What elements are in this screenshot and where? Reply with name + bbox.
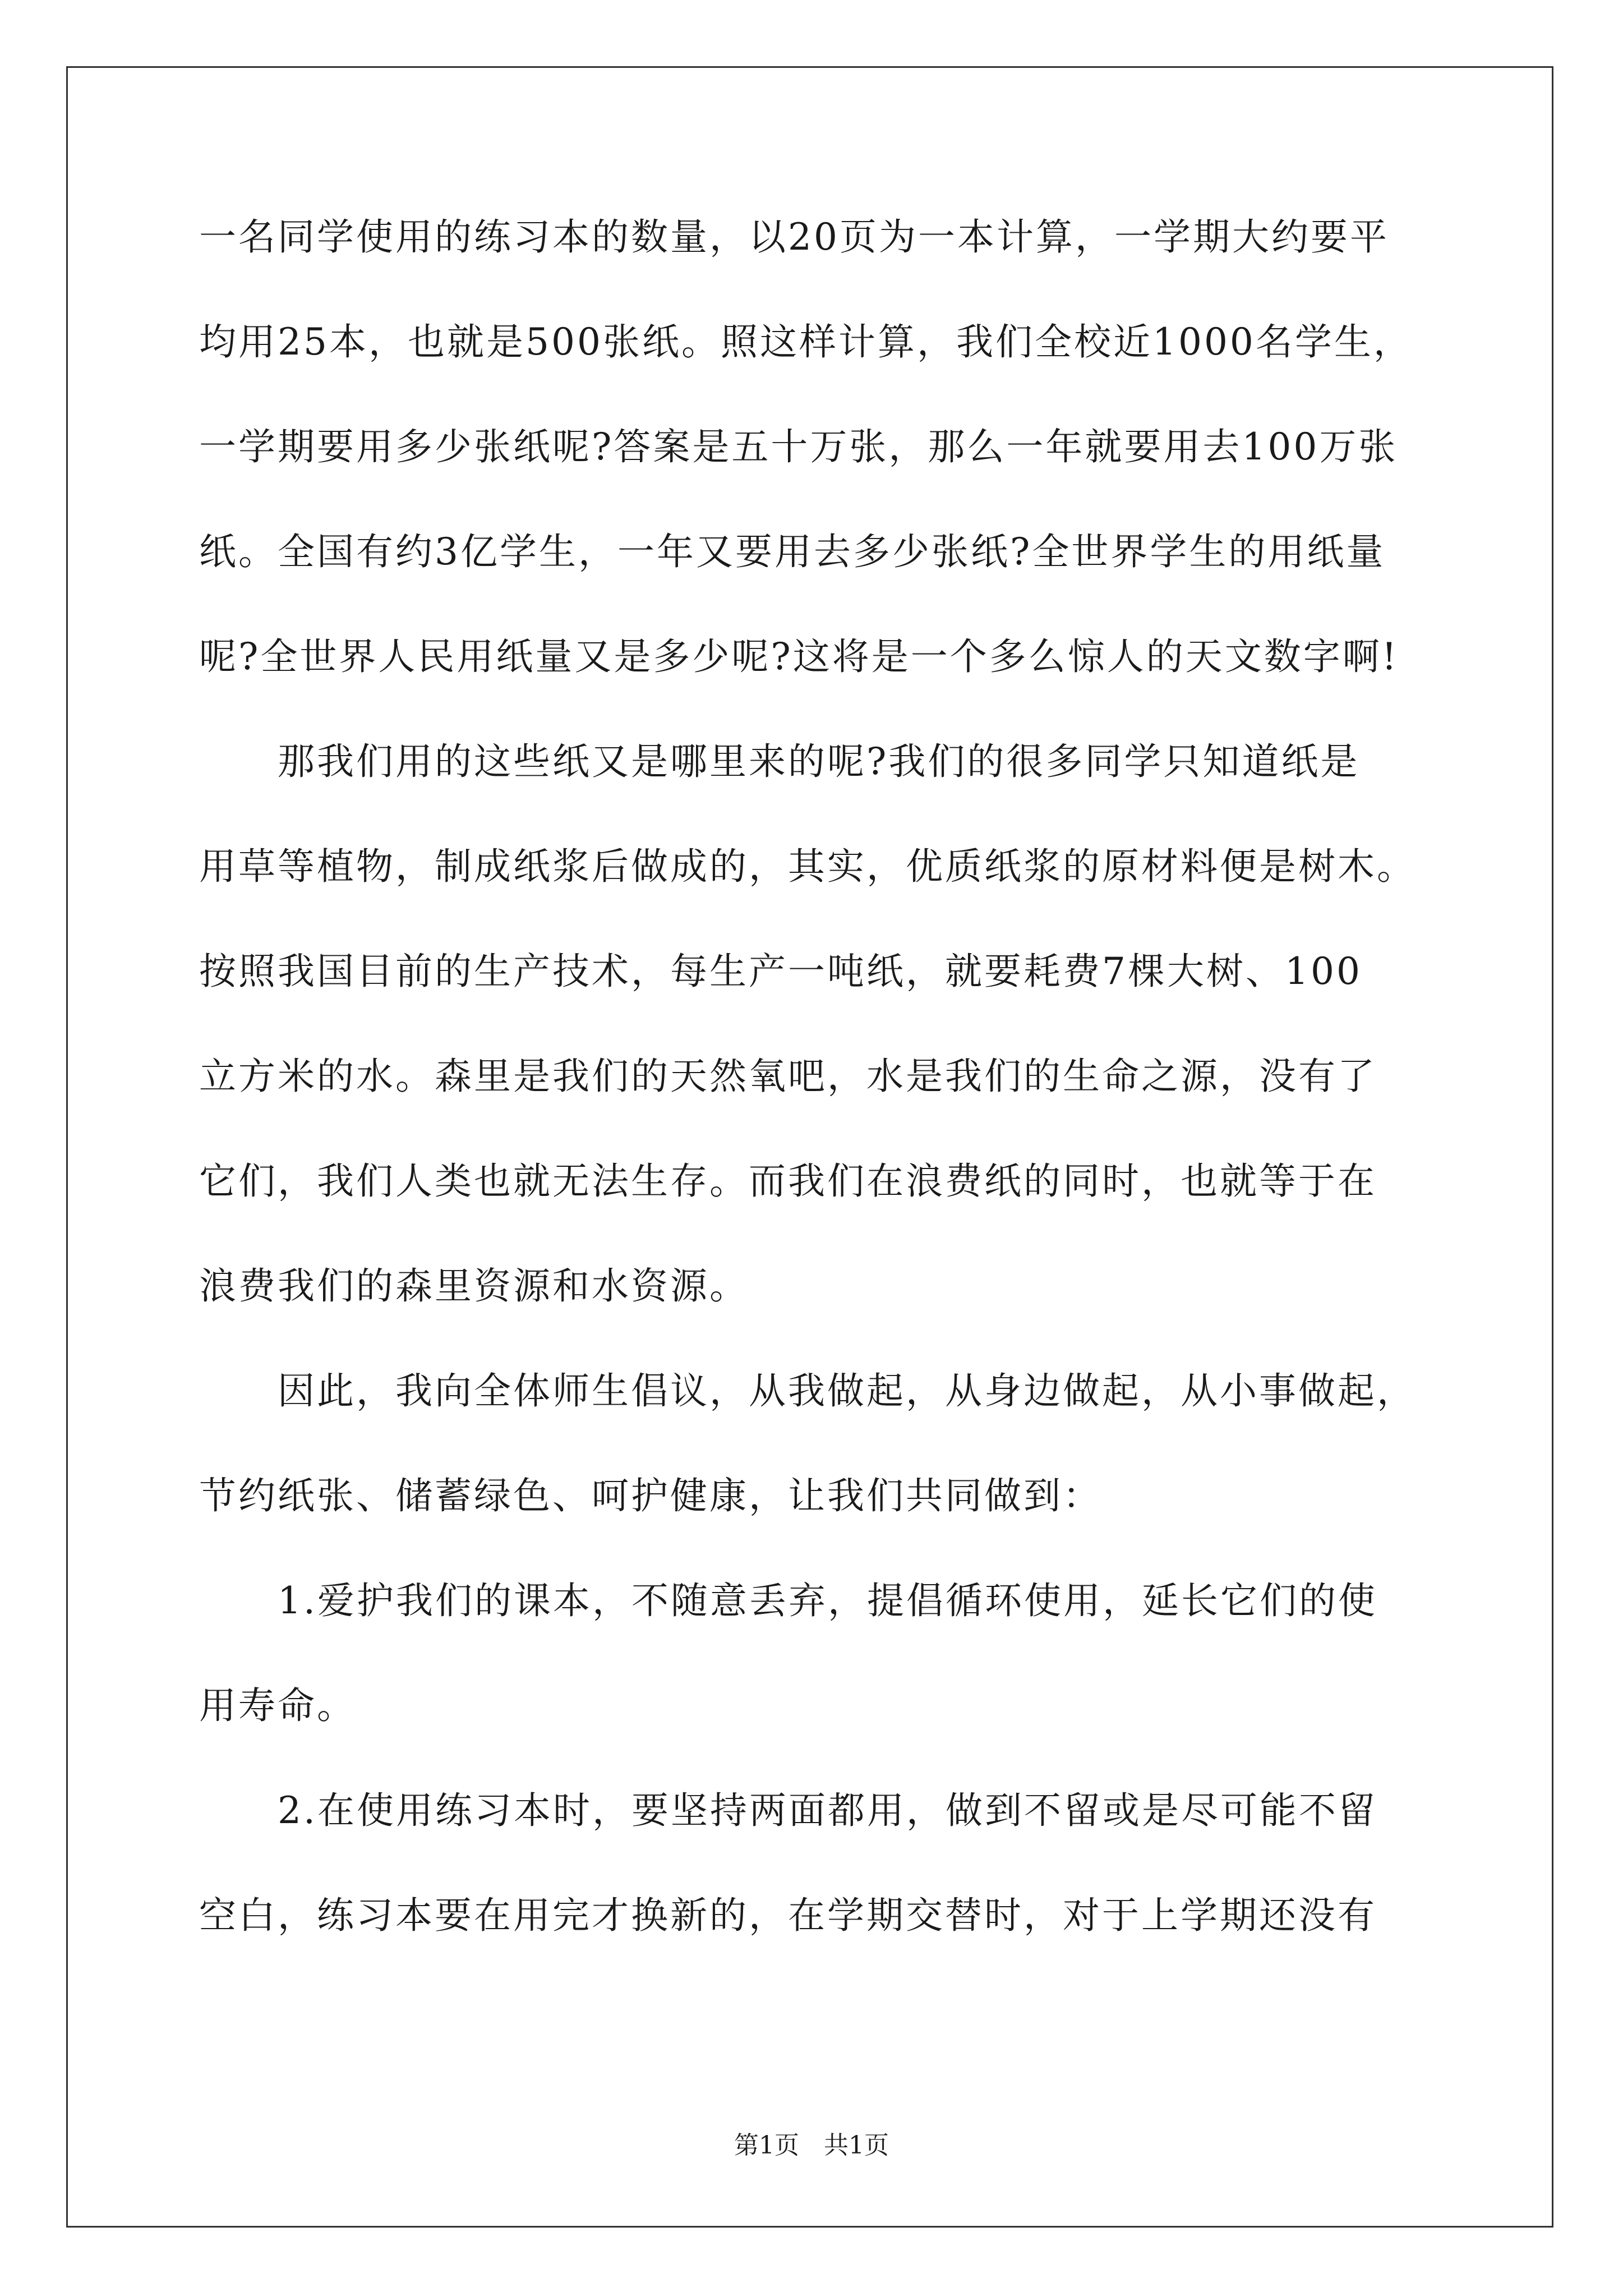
- text-line: 立方米的水。森里是我们的天然氧吧，水是我们的生命之源，没有了: [199, 1055, 1377, 1098]
- text-line: 用寿命。: [199, 1684, 356, 1727]
- text-line: 1.爱护我们的课本，不随意丢弃，提倡循环使用，延长它们的使: [199, 1579, 1377, 1622]
- text-line: 按照我国目前的生产技术，每生产一吨纸，就要耗费7棵大树、100: [199, 950, 1362, 993]
- text-line: 一名同学使用的练习本的数量，以20页为一本计算，一学期大约要平: [199, 215, 1389, 259]
- text-line: 2.在使用练习本时，要坚持两面都用，做到不留或是尽可能不留: [199, 1789, 1377, 1832]
- text-line: 纸。全国有约3亿学生，一年又要用去多少张纸?全世界学生的用纸量: [199, 530, 1386, 573]
- text-line: 一学期要用多少张纸呢?答案是五十万张，那么一年就要用去100万张: [199, 425, 1398, 468]
- page-footer: 第1页 共1页: [734, 2131, 889, 2160]
- text-line: 那我们用的这些纸又是哪里来的呢?我们的很多同学只知道纸是: [199, 740, 1360, 783]
- text-line: 空白，练习本要在用完才换新的，在学期交替时，对于上学期还没有: [199, 1894, 1377, 1937]
- text-line: 均用25本，也就是500张纸。照这样计算，我们全校近1000名学生，: [199, 320, 1413, 364]
- text-line: 它们，我们人类也就无法生存。而我们在浪费纸的同时，也就等于在: [199, 1159, 1377, 1203]
- text-line: 浪费我们的森里资源和水资源。: [199, 1264, 749, 1308]
- text-line: 节约纸张、储蓄绿色、呵护健康，让我们共同做到：: [199, 1474, 1102, 1517]
- text-line: 用草等植物，制成纸浆后做成的，其实，优质纸浆的原材料便是树木。: [199, 845, 1416, 888]
- text-line: 呢?全世界人民用纸量又是多少呢?这将是一个多么惊人的天文数字啊!: [199, 635, 1399, 678]
- text-line: 因此，我向全体师生倡议，从我做起，从身边做起，从小事做起，: [199, 1369, 1416, 1412]
